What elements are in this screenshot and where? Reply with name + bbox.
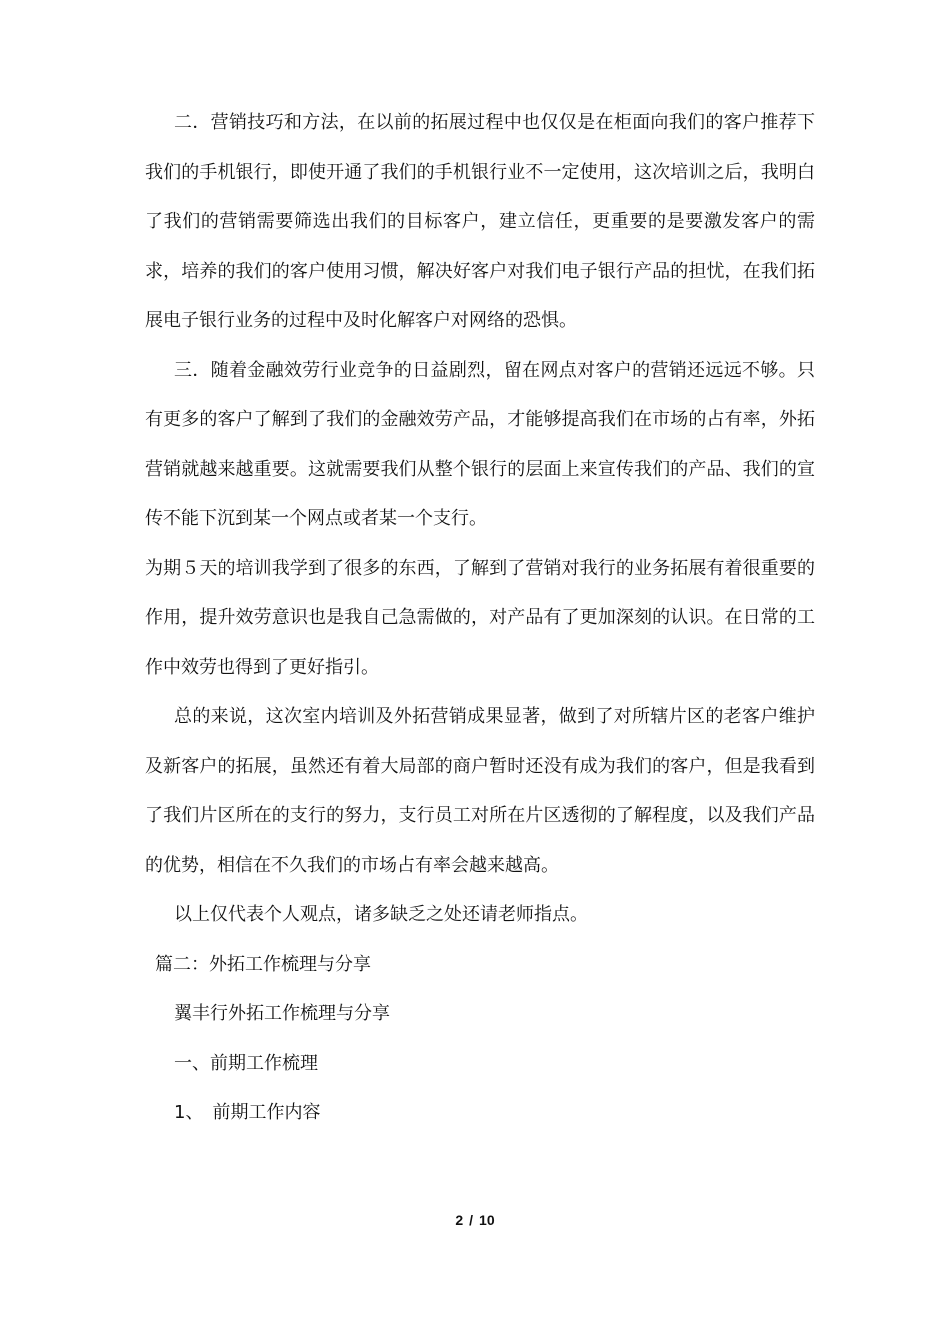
- page-separator: /: [469, 1212, 474, 1228]
- section-title: 翼丰行外拓工作梳理与分享: [174, 1003, 390, 1024]
- paragraph-closing: 以上仅代表个人观点，诸多缺乏之处还请老师指点。: [174, 904, 588, 925]
- subsection-heading: 一、前期工作梳理: [174, 1052, 318, 1074]
- paragraph-conclusion: 总的来说，这次室内培训及外拓营销成果显著，做到了对所辖片区的老客户维护及新客户的拓展，虽然还有着大局部的商户暂时还没有成为我们的客户，但是我看到了我们片区所在的支行的努力，支行员工对所在片区透彻的了解程度，以及我们产品的优势，相信在不久我们的市场占有率会越来越高。: [145, 706, 815, 876]
- total-pages-number: 10: [479, 1212, 495, 1228]
- paragraph-training-summary: 为期５天的培训我学到了很多的东西，了解到了营销对我行的业务拓展有着很重要的作用，提升效劳意识也是我自己急需做的，对产品有了更加深刻的认识。在日常的工作中效劳也得到了更好指引。: [145, 557, 815, 678]
- paragraph-competition: 三．随着金融效劳行业竞争的日益剧烈，留在网点对客户的营销还远远不够。只有更多的客户了解到了我们的金融效劳产品，才能够提高我们在市场的占有率，外拓营销就越来越重要。这就需要我们从整个银行的层面上来宣传我们的产品、我们的宣传不能下沉到某一个网点或者某一个支行。: [145, 359, 815, 529]
- section-heading-part-two: 篇二：外拓工作梳理与分享: [155, 953, 371, 975]
- page-number: [0, 1212, 950, 1228]
- current-page-number: 2: [455, 1212, 464, 1228]
- paragraph-marketing-skills: 二．营销技巧和方法，在以前的拓展过程中也仅仅是在柜面向我们的客户推荐下我们的手机银行，即使开通了我们的手机银行业不一定使用，这次培训之后，我明白了我们的营销需要筛选出我们的目标客户，建立信任，更重要的是要激发客户的需求，培养的我们的客户使用习惯，解决好客户对我们电子银行产品的担忧，在我们拓展电子银行业务的过程中及时化解客户对网络的恐惧。: [145, 112, 815, 331]
- document-body: [145, 98, 815, 1138]
- list-item-heading: 1、 前期工作内容: [174, 1102, 321, 1123]
